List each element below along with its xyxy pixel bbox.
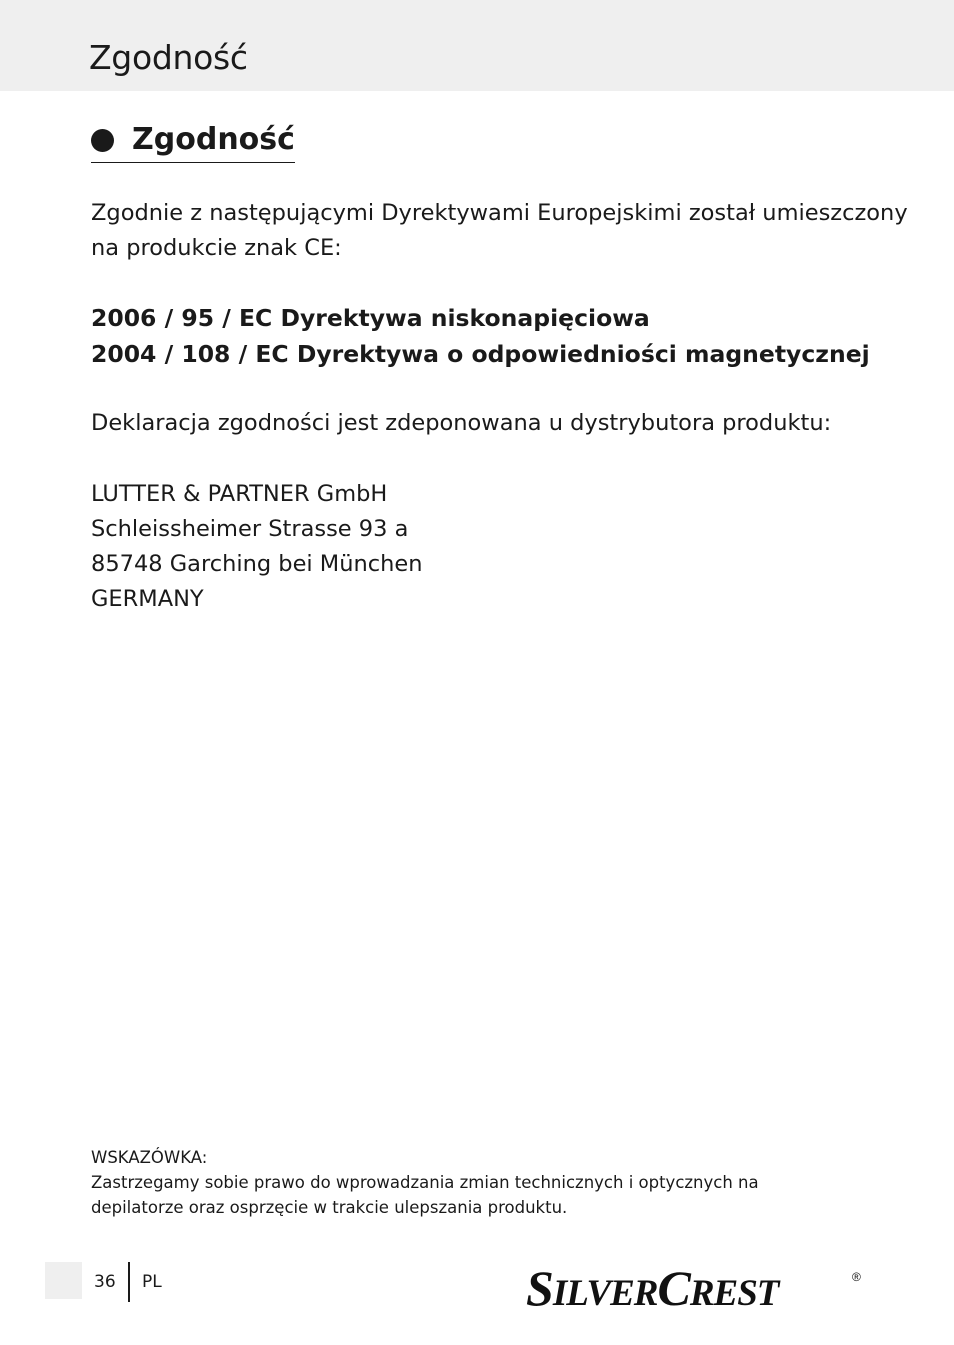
note-line: depilatorze oraz osprzęcie w trakcie ulepszania produktu. bbox=[91, 1198, 568, 1217]
section-title: Zgodność bbox=[132, 122, 295, 157]
logo-initial: S bbox=[526, 1262, 553, 1314]
page-title: Zgodność bbox=[89, 38, 248, 77]
address-line: 85748 Garching bei München bbox=[91, 551, 423, 577]
note-line: Zastrzegamy sobie prawo do wprowadzania zmian technicznych i optycznych na bbox=[91, 1173, 759, 1192]
address-line: Schleissheimer Strasse 93 a bbox=[91, 516, 409, 542]
footer-divider bbox=[128, 1262, 130, 1302]
intro-line: Zgodnie z następującymi Dyrektywami Europejskimi został umieszczony bbox=[91, 200, 908, 226]
logo-initial: C bbox=[657, 1262, 690, 1314]
intro-paragraph bbox=[91, 196, 908, 266]
silvercrest-logo bbox=[526, 1262, 866, 1314]
bullet-icon bbox=[91, 129, 114, 152]
address-line: LUTTER & PARTNER GmbH bbox=[91, 481, 388, 507]
directive-item: 2006 / 95 / EC Dyrektywa niskonapięciowa bbox=[91, 304, 650, 332]
note-label: WSKAZÓWKA: bbox=[91, 1148, 208, 1167]
section-heading bbox=[91, 118, 295, 163]
svg-text:SILVERCREST bbox=[526, 1262, 781, 1314]
directives-list bbox=[91, 300, 881, 372]
language-code: PL bbox=[142, 1272, 162, 1292]
page-number: 36 bbox=[94, 1272, 116, 1292]
logo-text: ILVER bbox=[552, 1273, 658, 1314]
note-block bbox=[91, 1145, 851, 1220]
address-line: GERMANY bbox=[91, 586, 204, 612]
intro-line: na produkcie znak CE: bbox=[91, 235, 342, 261]
deposit-text: Deklaracja zgodności jest zdeponowana u dystrybutora produktu: bbox=[91, 410, 832, 436]
registered-mark: ® bbox=[852, 1270, 861, 1284]
footer-box bbox=[45, 1262, 82, 1299]
distributor-address bbox=[91, 477, 881, 617]
deposit-paragraph bbox=[91, 406, 881, 441]
directive-item: 2004 / 108 / EC Dyrektywa o odpowiedniości magnetycznej bbox=[91, 340, 870, 368]
logo-text: REST bbox=[689, 1273, 779, 1314]
